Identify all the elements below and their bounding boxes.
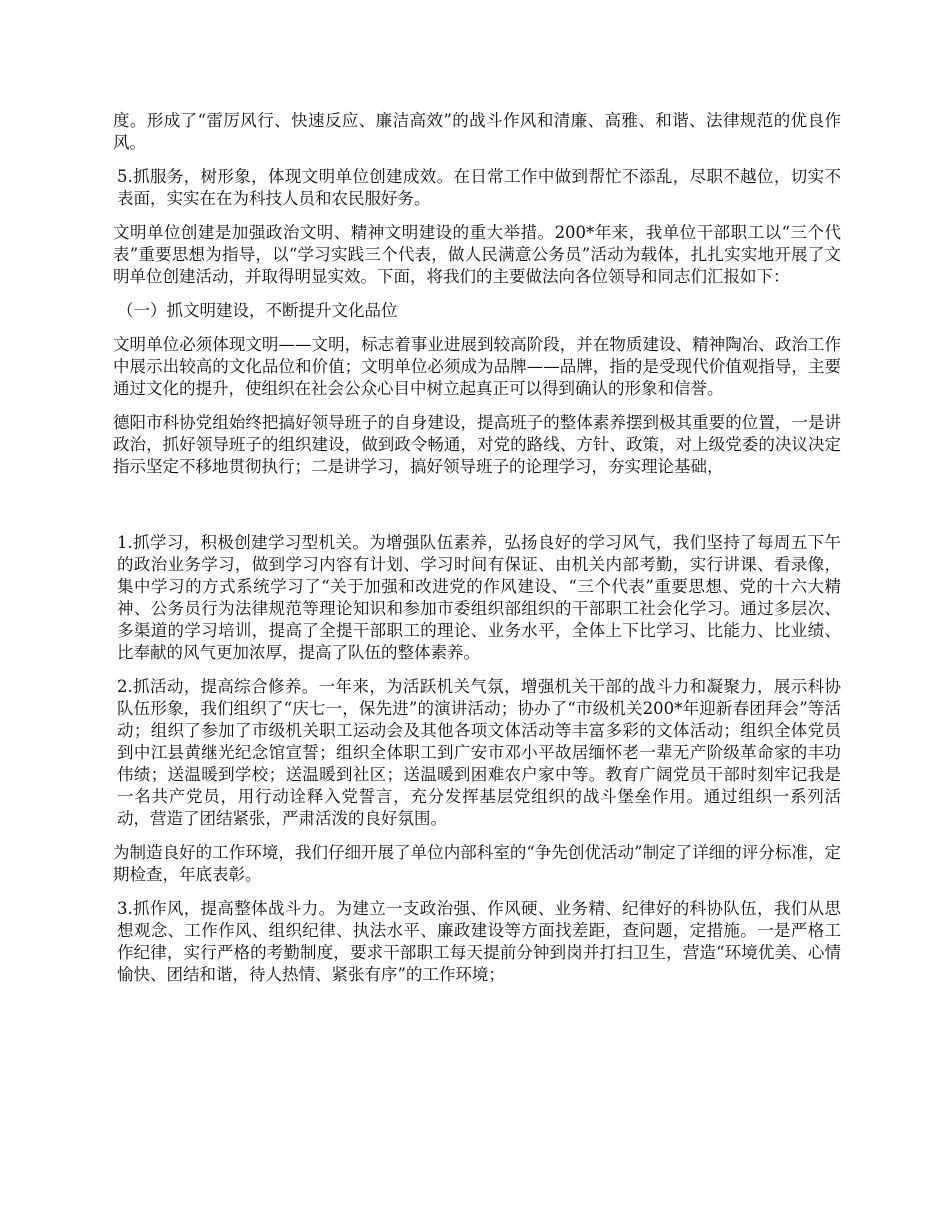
blank-gap bbox=[113, 490, 841, 532]
section-heading: （一）抓文明建设，不断提升文化品位 bbox=[117, 301, 398, 320]
paragraph-discipline: 3.抓作风，提高整体战斗力。为建立一支政治强、作风硬、业务精、纪律好的科协队伍，我们从思想观念、工作作风、组织纪律、执法水平、廉政建设等方面找差距，查问题，定措施。一是严格工作纪律，实行严格的考勤制度，要求干部职工每天提前分钟到岗并打扫卫生，营造“环境优美、心情愉快、团结和谐，待人热情、紧张有序”的工作环境； bbox=[117, 899, 841, 984]
paragraph-introduction: 文明单位创建是加强政治文明、精神文明建设的重大举措。200*年来，我单位干部职工以“三个代表”重要思想为指导，以“学习实践三个代表，做人民满意公务员”活动为载体，扎扎实实地开展了文明单位创建活动，并取得明显实效。下面，将我们的主要做法向各位领导和同志们汇报如下： bbox=[113, 223, 841, 286]
paragraph-study: 1.抓学习，积极创建学习型机关。为增强队伍素养，弘扬良好的学习风气，我们坚持了每周五下午的政治业务学习，做到学习内容有计划、学习时间有保证、由机关内部考勤，实行讲课、看录像，集中学习的方式系统学习了“关于加强和改进党的作风建设、“三个代表”重要思想、党的十六大精神、公务员行为法律规范等理论知识和参加市委组织部组织的干部职工社会化学习。通过多层次、多渠道的学习培训，提高了全提干部职工的理论、业务水平，全体上下比学习、比能力、比业绩、比奉献的风气更加浓厚，提高了队伍的整体素养。 bbox=[117, 533, 841, 662]
paragraph-leadership: 德阳市科协党组始终把搞好领导班子的自身建设，提高班子的整体素养摆到极其重要的位置，一是讲政治，抓好领导班子的组织建设，做到政令畅通，对党的路线、方针、政策，对上级党委的决议决定指示坚定不移地贯彻执行；二是讲学习，搞好领导班子的论理学习，夯实理论基础， bbox=[113, 413, 841, 476]
document-body bbox=[113, 110, 841, 998]
paragraph-service: 5.抓服务，树形象，体现文明单位创建成效。在日常工作中做到帮忙不添乱，尽职不越位，切实不表面，实实在在为科技人员和农民服好务。 bbox=[117, 167, 841, 208]
paragraph-work-style: 度。形成了“雷厉风行、快速反应、廉洁高效”的战斗作风和清廉、高雅、和谐、法律规范的优良作风。 bbox=[113, 111, 841, 152]
paragraph-environment: 为制造良好的工作环境，我们仔细开展了单位内部科室的“争先创优活动”制定了详细的评分标准，定期检查，年底表彰。 bbox=[113, 843, 841, 884]
paragraph-activities: 2.抓活动，提高综合修养。一年来，为活跃机关气氛，增强机关干部的战斗力和凝聚力，展示科协队伍形象，我们组织了“庆七一，保先进”的演讲活动；协办了“市级机关200*年迎新春团拜会”等活动；组织了参加了市级机关职工运动会及其他各项文体活动等丰富多彩的文体活动；组织全体党员到中江县黄继光纪念馆宣誓；组织全体职工到广安市邓小平故居缅怀老一辈无产阶级革命家的丰功伟绩；送温暖到学校；送温暖到社区；送温暖到困难农户家中等。教育广阔党员干部时刻牢记我是一名共产党员，用行动诠释入党誓言，充分发挥基层党组织的战斗堡垒作用。通过组织一系列活动，营造了团结紧张，严肃活泼的良好氛围。 bbox=[117, 677, 841, 828]
paragraph-civilization: 文明单位必须体现文明——文明，标志着事业进展到较高阶段，并在物质建设、精神陶冶、政治工作中展示出较高的文化品位和价值；文明单位必须成为品牌——品牌，指的是受现代价值观指导，主要通过文化的提升，使组织在社会公众心目中树立起真正可以得到确认的形象和信誉。 bbox=[113, 335, 841, 398]
